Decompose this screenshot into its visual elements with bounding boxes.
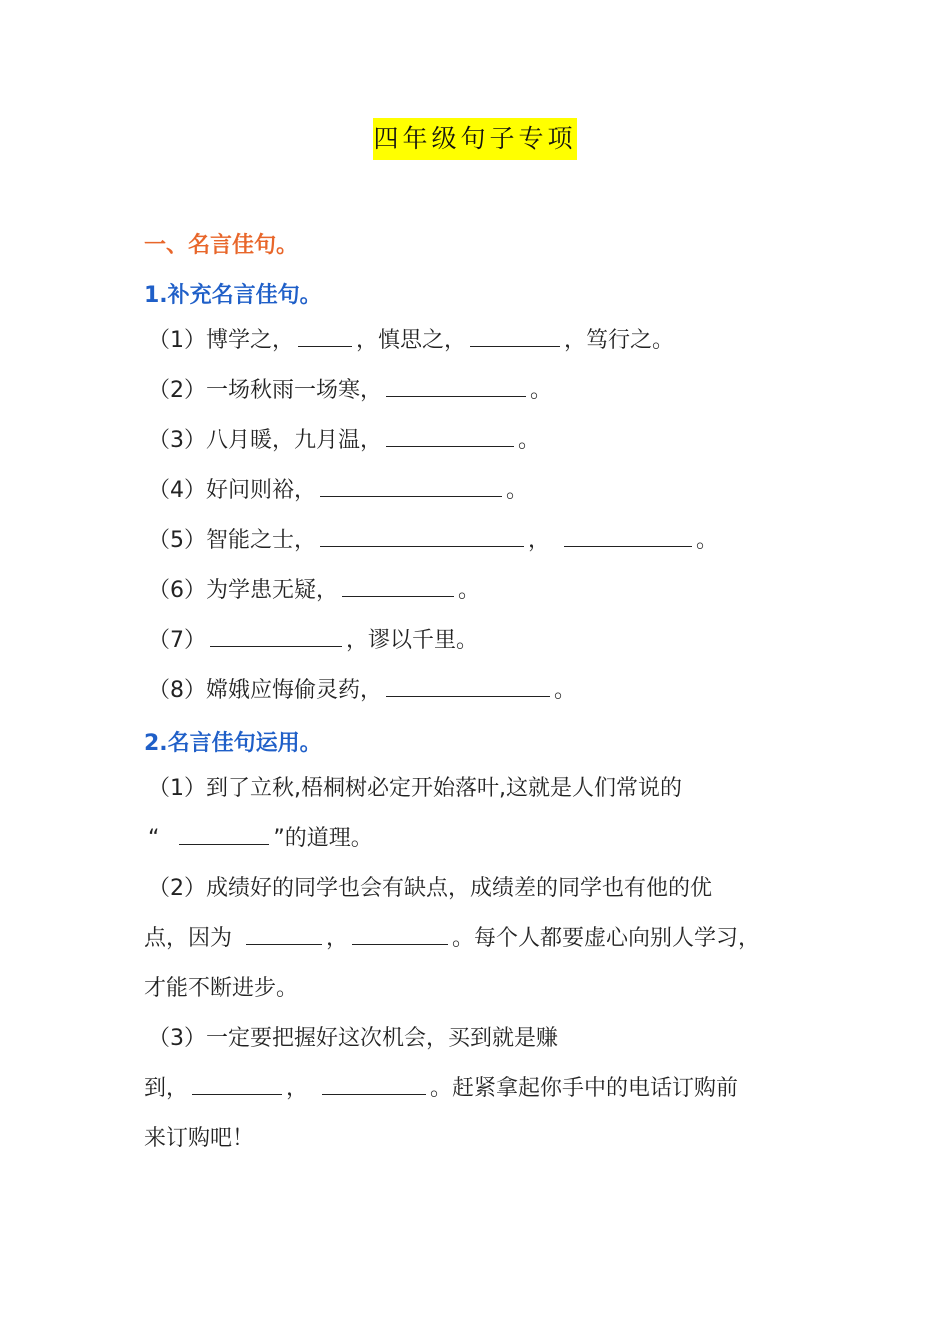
item-7: （7） ，谬以千里。 [148, 628, 479, 653]
q3-line1: （3）一定要把握好这次机会，买到就是赚 [148, 1026, 558, 1051]
answer-blank[interactable] [470, 326, 560, 347]
page-title: 四年级句子专项 [373, 118, 577, 160]
answer-blank[interactable] [298, 326, 352, 347]
answer-blank[interactable] [342, 576, 454, 597]
answer-blank[interactable] [564, 526, 692, 547]
section-heading: 一、名言佳句。 [144, 233, 299, 258]
item-3: （3）八月暖，九月温， 。 [148, 428, 541, 453]
q2-line1: （2）成绩好的同学也会有缺点，成绩差的同学也有他的优 [148, 876, 712, 901]
part1-heading: 1.补充名言佳句。 [144, 283, 322, 308]
answer-blank[interactable] [386, 676, 550, 697]
answer-blank[interactable] [386, 426, 514, 447]
answer-blank[interactable] [320, 526, 524, 547]
item-4: （4）好问则裕， 。 [148, 478, 529, 503]
q2-line3: 才能不断进步。 [144, 976, 299, 1001]
answer-blank[interactable] [386, 376, 526, 397]
item-1: （1）博学之， ，慎思之， ，笃行之。 [148, 328, 675, 353]
answer-blank[interactable] [352, 924, 448, 945]
q3-line3: 来订购吧！ [144, 1126, 255, 1151]
answer-blank[interactable] [322, 1074, 426, 1095]
answer-blank[interactable] [210, 626, 342, 647]
answer-blank[interactable] [192, 1074, 282, 1095]
part2-heading: 2.名言佳句运用。 [144, 731, 322, 756]
answer-blank[interactable] [246, 924, 322, 945]
item-8: （8）嫦娥应悔偷灵药， 。 [148, 678, 577, 703]
answer-blank[interactable] [179, 824, 269, 845]
item-6: （6）为学患无疑， 。 [148, 578, 481, 603]
q3-line2: 到， ， 。赶紧拿起你手中的电话订购前 [144, 1076, 739, 1101]
answer-blank[interactable] [320, 476, 502, 497]
q2-line2: 点，因为 ， 。每个人都要虚心向别人学习， [144, 926, 761, 951]
item-5: （5）智能之士， ， 。 [148, 528, 719, 553]
item-2: （2）一场秋雨一场寒， 。 [148, 378, 553, 403]
q1-line2: “ ”的道理。 [148, 826, 373, 851]
q1-line1: （1）到了立秋,梧桐树必定开始落叶,这就是人们常说的 [148, 776, 682, 801]
